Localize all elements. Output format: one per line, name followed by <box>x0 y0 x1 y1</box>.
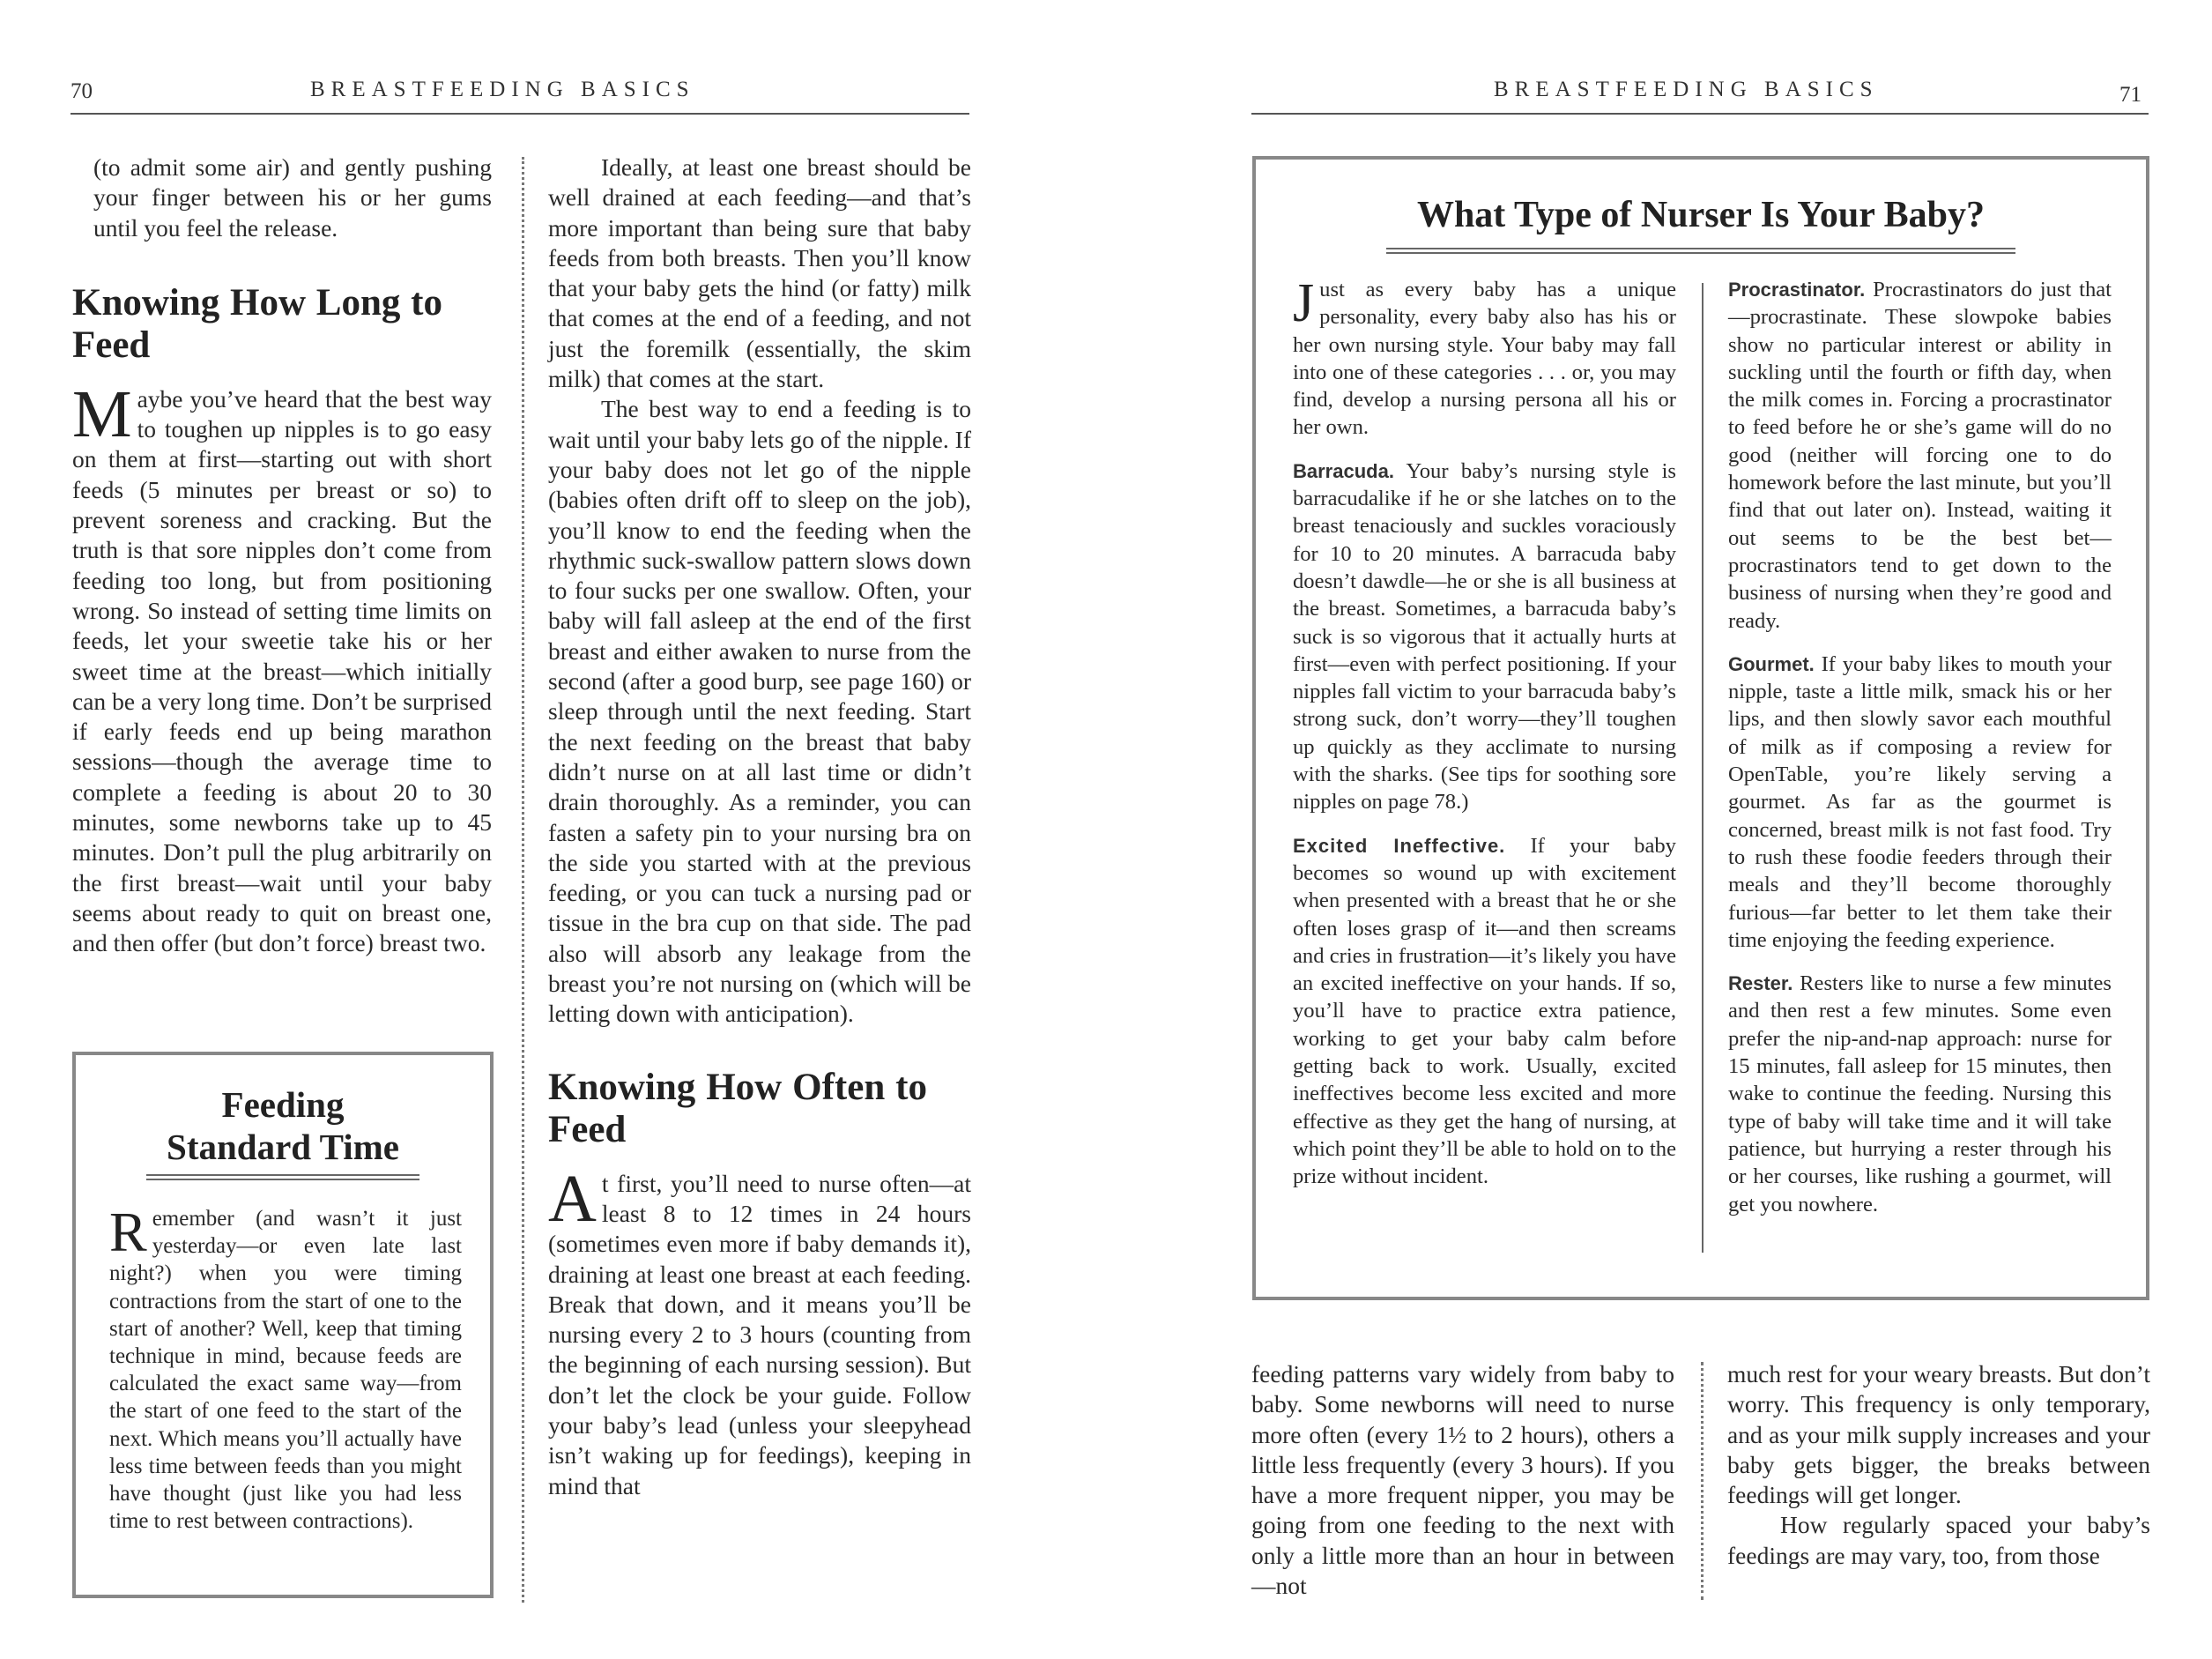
bottom-col2-paragraph-1: much rest for your weary breasts. But don’t worry. This frequency is only temporary, and as your milk supply increases and your baby gets bigger, the breaks between feedings will get longer. <box>1727 1360 2150 1509</box>
box2-intro <box>1293 273 1676 442</box>
box2-intro-body: ust as every baby has a unique personality, every baby also has his or her own nursing style. Your baby may fall into one of these categories . . . or, you may find, develop a nursing persona all his or her own. <box>1293 278 1676 440</box>
box1-text <box>109 1201 462 1535</box>
page-number-left: 70 <box>71 79 93 103</box>
box2-column-divider <box>1702 283 1704 1253</box>
box1-title-line1: Feeding <box>221 1084 345 1125</box>
box1-title-line2: Standard Time <box>167 1127 399 1167</box>
type-gourmet <box>1728 651 2112 954</box>
box2-column-2 <box>1728 276 2112 1218</box>
dropcap-m: M <box>72 376 132 451</box>
header-rule-right <box>1251 113 2149 115</box>
type-excited-name: Excited Ineffective. <box>1293 834 1506 857</box>
type-procrastinator <box>1728 276 2112 635</box>
dropcap-a: A <box>548 1161 597 1236</box>
section2-paragraph <box>548 1161 971 1501</box>
box1-title <box>76 1083 490 1168</box>
sidebar-box-feeding-standard-time <box>72 1052 494 1598</box>
section1-paragraph <box>72 376 492 959</box>
box2-title: What Type of Nurser Is Your Baby? <box>1416 195 1986 235</box>
box1-title-rule <box>146 1174 419 1180</box>
left-column-2 <box>548 153 971 1501</box>
type-excited-ineffective <box>1293 832 1676 1191</box>
col2-paragraph-2: The best way to end a feeding is to wait until your baby lets go of the nipple. If your baby does not let go of the nipple (babies often drift off to sleep on the job), you’ll know to end the feeding when the rhythmic suck-swallow pattern slows down to four sucks per one swallow. Often, your baby will fall asleep at the end of the first breast and either awaken to nurse from the second (after a good burp, see page 160) or sleep through until the next feeding. Start the next feeding on the breast that baby didn’t nurse on at all last time or didn’t drain thoroughly. As a reminder, you can fasten a safety pin to your nursing bra on the side you started with at the previous feeding, or you can tuck a nursing pad or tissue in the bra cup on that side. The pad also will absorb any leakage from the breast you’re not nursing on (which will be letting down with anticipation). <box>548 395 971 1028</box>
type-rester-name: Rester. <box>1728 972 1793 995</box>
type-barracuda-name: Barracuda. <box>1293 459 1394 482</box>
type-rester <box>1728 970 2112 1218</box>
box2-title-rule <box>1386 248 2015 254</box>
type-procrastinator-name: Procrastinator. <box>1728 279 1866 301</box>
right-bottom-column-1 <box>1251 1359 1674 1601</box>
bottom-col2-paragraph-2: How regularly spaced your baby’s feedings are may vary, too, from those <box>1727 1511 2150 1569</box>
section-title-how-often: Knowing How Often to Feed <box>548 1066 927 1150</box>
left-column-1 <box>72 153 492 959</box>
page-number-right: 71 <box>2119 83 2141 107</box>
running-head-left: BREASTFEEDING BASICS <box>310 78 695 101</box>
sidebar-box-nurser-type <box>1252 156 2149 1300</box>
box2-column-1 <box>1293 273 1676 1191</box>
dropcap-r: R <box>109 1201 147 1263</box>
section-title-how-long: Knowing How Long to Feed <box>72 281 442 366</box>
col2-paragraph-1: Ideally, at least one breast should be well drained at each feeding—and that’s more important than being sure that baby feeds from both breasts. Then you’ll know that your baby gets the hind (or fatty) milk that comes at the end of a feeding, and not just the foremilk (essentially, the skim milk) that comes at the start. <box>548 153 971 393</box>
dropcap-j: J <box>1293 273 1315 333</box>
running-head-right: BREASTFEEDING BASICS <box>1494 78 1879 101</box>
section2-body: t first, you’ll need to nurse often—at least 8 to 12 times in 24 hours (sometimes even more if baby demands it), draining at least one breast at each feeding. Break that down, and it means you’ll be nursing every 2 to 3 hours (counting from the beginning of each nursing session). But don’t let the clock be your guide. Follow your baby’s lead (unless your sleepyhead isn’t waking up for feedings), keeping in mind that <box>548 1169 971 1499</box>
type-excited-text: If your baby becomes so wound up with excitement when presented with a breast that he or she often loses grasp of it—and then screams and cries in frustration—it’s likely you have an excited ineffective on your hands. If so, you’ll have to practice extra patience, working to get your baby calm before getting back to work. Usually, excited ineffectives become less excited and more effective as they get the hang of nursing, at which point they’ll be able to hold on to the prize without incident. <box>1293 833 1676 1189</box>
col1-intro-text: (to admit some air) and gently pushing your finger between his or her gums until you feel the release. <box>93 153 492 242</box>
right-bottom-column-2 <box>1727 1359 2150 1571</box>
header-rule-left <box>71 113 969 115</box>
type-barracuda <box>1293 458 1676 816</box>
box1-body: emember (and wasn’t it just yesterday—or even late last night?) when you were timing contractions from the start of one to the start of another? Well, keep that timing technique in mind, because feeds are calculated the exact same way—from the start of one feed to the start of the next. Which means you’ll actually have less time between feeds than you might have thought (just like you had less time to rest between contractions). <box>109 1207 462 1534</box>
section1-body: aybe you’ve heard that the best way to toughen up nipples is to go easy on them at first—starting out with short feeds (5 minutes per breast or so) to prevent soreness and cracking. But the truth is that sore nipples don’t come from feeding too long, but from positioning wrong. So instead of setting time limits on feeds, let your sweetie take his or her sweet time at the breast—which initially can be a very long time. Don’t be surprised if early feeds end up being marathon sessions—though the average time to complete a feeding is about 20 to 30 minutes, some newborns take up to 45 minutes. Don’t pull the plug arbitrarily on the first breast—wait until your baby seems about ready to quit on breast one, and then offer (but don’t force) breast two. <box>72 384 492 957</box>
type-gourmet-name: Gourmet. <box>1728 652 1815 675</box>
column-separator-right <box>1701 1362 1704 1600</box>
type-barracuda-text: Your baby’s nursing style is barracudalike if he or she latches on to the breast tenaciously and suckles voraciously for 10 to 20 minutes. A barracuda baby doesn’t dawdle—he or she is all business at the breast. Sometimes, a barracuda baby’s suck is so vigorous that it actually hurts at first—even with perfect positioning. If your nipples fall victim to your barracuda baby’s strong suck, don’t worry—they’ll toughen up quickly as they acclimate to nursing with the sharks. (See tips for soothing sore nipples on page 78.) <box>1293 458 1676 815</box>
type-gourmet-text: If your baby likes to mouth your nipple, taste a little milk, smack his or her lips, and then slowly savor each mouthful of milk as if composing a review for OpenTable, you’re likely serving a gourmet. As far as the gourmet is concerned, breast milk is not fast food. Try to rush these foodie feeders through their meals and they’ll become thoroughly furious—far better to let them take their time enjoying the feeding experience. <box>1728 651 2112 952</box>
bottom-col1-text: feeding patterns vary widely from baby to baby. Some newborns will need to nurse more often (every 1½ to 2 hours), others a little less frequently (every 3 hours). If you have a more frequent nipper, you may be going from one feeding to the next with only a little more than an hour in between—not <box>1251 1360 1674 1600</box>
type-rester-text: Resters like to nurse a few minutes and then rest a few minutes. Some even prefer the nip-and-nap approach: nurse for 15 minutes, fall asleep for 15 minutes, then wake to continue the feeding. Nursing this type of baby will take time and it will take patience, but hurrying a rester through his or her courses, like rushing a gourmet, will get you nowhere. <box>1728 971 2112 1216</box>
column-separator-left <box>522 157 524 1603</box>
type-procrastinator-text: Procrastinators do just that—procrastinate. These slowpoke babies show no particular interest or ability in suckling until the fourth or fifth day, when the milk comes in. Forcing a procrastinator to feed before he or she’s game will do no good (neither will forcing one to do homework before the last minute, but you’ll find that out later on). Instead, waiting it out seems to be the best bet—procrastinators tend to get down to the business of nursing when they’re good and ready. <box>1728 278 2112 633</box>
